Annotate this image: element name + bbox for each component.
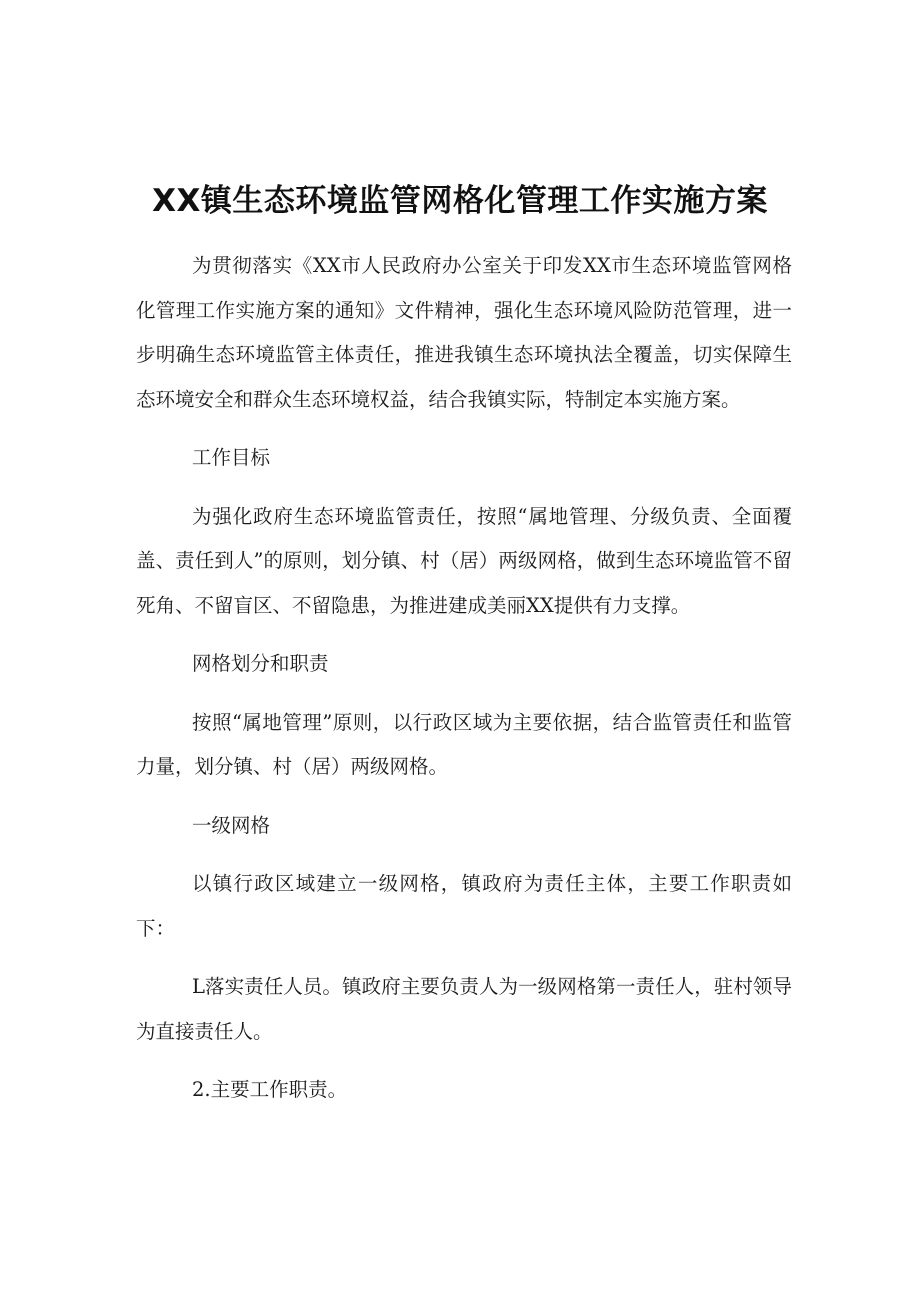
section-heading-goal: 工作目标 (192, 446, 271, 469)
document-title: XX镇生态环境监管网格化管理工作实施方案 (152, 183, 768, 219)
level1-paragraph: 以镇行政区域建立一级网格，镇政府为责任主体，主要工作职责如下： (136, 872, 792, 940)
section-heading-level1: 一级网格 (192, 813, 271, 837)
intro-paragraph: 为贯彻落实《XX市人民政府办公室关于印发XX市生态环境监管网格化管理工作实施方案的通知》文件精神，强化生态环境风险防范管理，进一步明确生态环境监管主体责任，推进我镇生态环境执法全覆盖，切实保障生态环境安全和群众生态环境权益，结合我镇实际，特制定本实施方案。 (136, 254, 792, 411)
grid-paragraph: 按照“属地管理”原则，以行政区域为主要依据，结合监管责任和监管力量，划分镇、村（居）两级网格。 (136, 710, 792, 778)
list-item-1: L落实责任人员。镇政府主要负责人为一级网格第一责任人，驻村领导为直接责任人。 (136, 975, 792, 1043)
goal-paragraph: 为强化政府生态环境监管责任，按照“属地管理、分级负责、全面覆盖、责任到人”的原则，划分镇、村（居）两级网格，做到生态环境监管不留死角、不留盲区、不留隐患，为推进建成美丽XX提供有力支撑。 (136, 504, 792, 617)
list-item-2: 2.主要工作职责。 (192, 1078, 348, 1101)
document-body (136, 244, 792, 1113)
section-heading-grid: 网格划分和职责 (192, 652, 329, 675)
